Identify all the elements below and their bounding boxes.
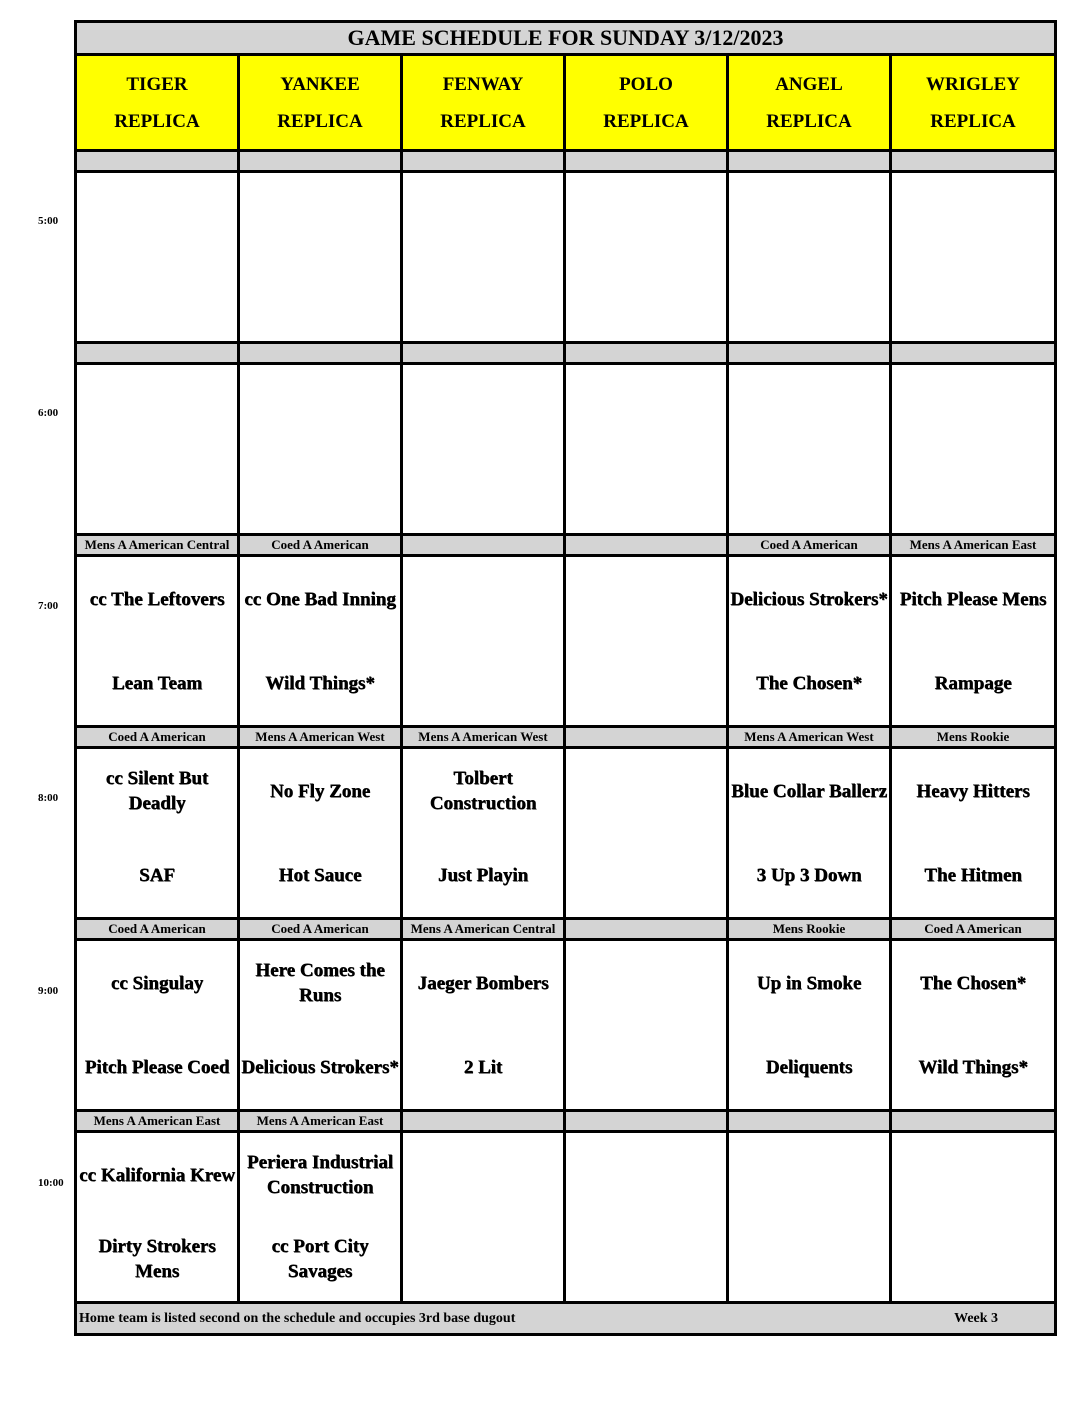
game-cell [565,556,728,727]
time-label: 10:00 [38,1177,64,1189]
home-team: SAF [139,864,175,886]
away-team [77,365,237,449]
away-team: Here Comes the Runs [255,960,385,1006]
game-cell [565,172,728,343]
game-row [76,364,1056,535]
division-label: Mens A American East [891,535,1056,556]
division-label: Coed A American [728,535,891,556]
division-label [76,343,239,364]
field-name: TIGER [126,73,188,95]
away-team [403,557,563,641]
game-row [76,748,1056,919]
home-team: Just Playin [437,864,529,886]
division-row [76,343,1056,364]
home-team [566,833,726,917]
home-team: Lean Team [111,672,203,694]
field-subtitle: REPLICA [930,110,1016,132]
home-team [403,449,563,533]
field-header-angel [728,55,891,151]
game-cell [728,940,891,1111]
division-label [728,1111,891,1132]
away-team: cc Silent But Deadly [105,768,209,814]
division-row [76,727,1056,748]
away-team: Periera Industrial Construction [246,1152,394,1198]
home-team [892,257,1054,341]
footer-row [76,1303,1056,1335]
division-label [402,343,565,364]
field-name: ANGEL [775,73,843,95]
game-cell [239,556,402,727]
time-label: 6:00 [38,407,59,420]
away-team: No Fly Zone [269,780,371,802]
division-label [728,151,891,172]
field-name: YANKEE [280,73,360,95]
field-header-polo [565,55,728,151]
away-team: Pitch Please Mens [899,588,1047,610]
game-cell [565,1132,728,1303]
field-subtitle: REPLICA [766,110,852,132]
away-team: Tolbert Construction [429,768,537,814]
division-row [76,535,1056,556]
home-team [566,257,726,341]
home-team [403,257,563,341]
game-cell [891,556,1056,727]
home-team [729,449,889,533]
away-team [240,173,400,257]
division-row [76,919,1056,940]
time-label: 7:00 [38,599,59,612]
division-label: Mens A American West [728,727,891,748]
game-cell [76,1132,239,1303]
division-label [565,151,728,172]
division-label [565,343,728,364]
game-cell [565,940,728,1111]
division-label: Coed A American [76,727,239,748]
time-label: 8:00 [38,792,59,805]
game-cell [239,748,402,919]
home-team [566,641,726,725]
away-team: Delicious Strokers* [730,588,888,610]
division-label [402,151,565,172]
division-label [565,535,728,556]
away-team [77,173,237,257]
division-label: Coed A American [239,535,402,556]
away-team: cc One Bad Inning [244,588,396,610]
home-team: Delicious Strokers* [241,1056,399,1078]
home-team [729,257,889,341]
game-cell [565,364,728,535]
home-team [729,1217,889,1301]
field-name: FENWAY [442,73,524,95]
game-cell [891,1132,1056,1303]
game-cell [891,172,1056,343]
game-cell [239,172,402,343]
away-team [403,173,563,257]
game-cell [76,940,239,1111]
division-label: Mens A American East [76,1111,239,1132]
away-team: Blue Collar Ballerz [731,780,887,802]
field-header-yankee [239,55,402,151]
schedule-table [74,20,1057,1336]
field-header-wrigley [891,55,1056,151]
field-subtitle: REPLICA [603,110,689,132]
home-team [403,641,563,725]
field-name: WRIGLEY [926,73,1020,95]
division-label [891,343,1056,364]
game-cell [402,748,565,919]
game-cell [402,364,565,535]
game-cell [891,364,1056,535]
division-label: Coed A American [891,919,1056,940]
game-cell [728,1132,891,1303]
away-team [729,1133,889,1217]
home-team [77,257,237,341]
home-team [77,449,237,533]
home-team: The Chosen* [755,672,863,694]
away-team: Up in Smoke [756,972,862,994]
schedule-sheet [74,20,1054,1336]
field-subtitle: REPLICA [440,110,526,132]
division-label: Mens A American East [239,1111,402,1132]
home-team [892,1217,1054,1301]
away-team [566,1133,726,1217]
away-team: Heavy Hitters [916,780,1030,802]
division-label [728,343,891,364]
division-label [565,919,728,940]
game-cell [565,748,728,919]
away-team [240,365,400,449]
week-label: Week 3 [954,1310,999,1326]
home-team: Hot Sauce [278,864,362,886]
division-label: Mens A American Central [76,535,239,556]
home-team [566,449,726,533]
division-label [402,1111,565,1132]
home-team: 3 Up 3 Down [756,864,862,886]
game-cell [76,364,239,535]
game-cell [402,940,565,1111]
away-team [566,173,726,257]
game-cell [728,364,891,535]
schedule-title: GAME SCHEDULE FOR SUNDAY 3/12/2023 [76,22,1056,55]
division-row [76,151,1056,172]
away-team [729,365,889,449]
game-row [76,1132,1056,1303]
time-label: 5:00 [38,215,59,227]
division-label [239,343,402,364]
game-cell [239,364,402,535]
home-team: Rampage [934,672,1012,694]
home-team [403,1217,563,1301]
game-cell [728,748,891,919]
division-label [891,151,1056,172]
division-label: Mens Rookie [891,727,1056,748]
away-team: cc Kalifornia Krew [79,1164,235,1186]
away-team: The Chosen* [919,972,1027,994]
home-team [240,257,400,341]
division-label [402,535,565,556]
home-team: Dirty Strokers Mens [98,1236,216,1282]
home-team: Deliquents [765,1056,853,1078]
away-team [566,557,726,641]
field-header-fenway [402,55,565,151]
game-cell [239,1132,402,1303]
division-label [565,1111,728,1132]
away-team [566,941,726,1025]
division-label: Coed A American [76,919,239,940]
game-cell [728,172,891,343]
field-subtitle: REPLICA [114,110,200,132]
home-team [566,1217,726,1301]
division-label [239,151,402,172]
home-team: Wild Things* [918,1056,1028,1078]
away-team [729,173,889,257]
home-team: The Hitmen [924,864,1022,886]
away-team: cc Singulay [110,972,204,994]
game-cell [402,556,565,727]
away-team: cc The Leftovers [89,588,225,610]
time-label: 9:00 [38,984,59,997]
away-team [892,173,1054,257]
game-cell [402,172,565,343]
away-team [566,365,726,449]
field-subtitle: REPLICA [277,110,363,132]
away-team [892,1133,1054,1217]
field-header-tiger [76,55,239,151]
home-team [566,1025,726,1109]
game-cell [891,940,1056,1111]
game-cell [402,1132,565,1303]
game-row [76,940,1056,1111]
away-team [403,1133,563,1217]
footer-note: Home team is listed second on the schedule and occupies 3rd base dugout [79,1310,516,1326]
game-cell [76,748,239,919]
home-team: Pitch Please Coed [84,1056,230,1078]
home-team: cc Port City Savages [271,1236,369,1282]
home-team [892,449,1054,533]
division-label: Mens A American West [402,727,565,748]
division-label: Coed A American [239,919,402,940]
game-cell [728,556,891,727]
away-team: Jaeger Bombers [417,972,549,994]
division-label: Mens Rookie [728,919,891,940]
game-cell [76,556,239,727]
home-team: 2 Lit [463,1056,503,1078]
division-label [565,727,728,748]
game-cell [891,748,1056,919]
game-row [76,172,1056,343]
away-team [566,749,726,833]
game-cell [239,940,402,1111]
field-name: POLO [619,73,673,95]
away-team [403,365,563,449]
away-team [892,365,1054,449]
division-label [76,151,239,172]
game-cell [76,172,239,343]
home-team: Wild Things* [265,672,375,694]
division-label: Mens A American Central [402,919,565,940]
division-label: Mens A American West [239,727,402,748]
home-team [240,449,400,533]
division-row [76,1111,1056,1132]
game-row [76,556,1056,727]
division-label [891,1111,1056,1132]
